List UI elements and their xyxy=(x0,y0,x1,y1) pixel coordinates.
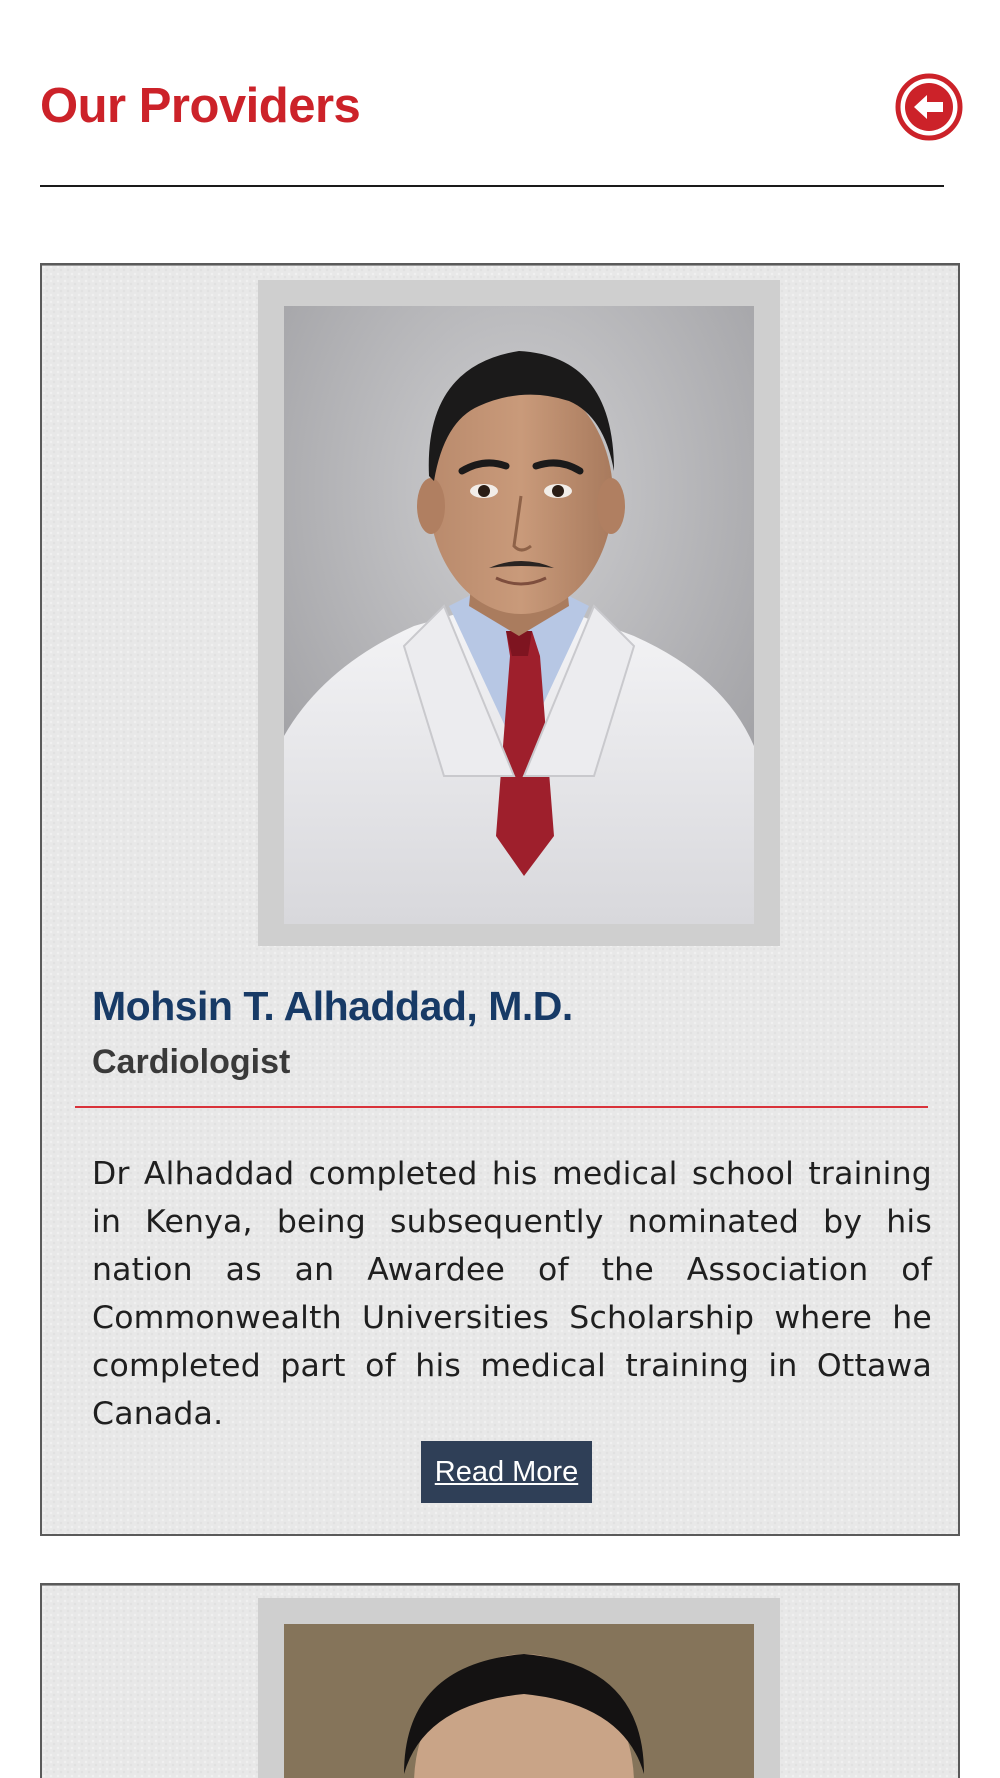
card-divider xyxy=(75,1106,928,1108)
doctor-portrait-image xyxy=(284,306,754,924)
provider-photo xyxy=(284,1624,754,1778)
page-title: Our Providers xyxy=(40,79,361,133)
provider-photo-frame xyxy=(258,1598,780,1778)
header-divider xyxy=(40,185,944,187)
provider-bio: Dr Alhaddad completed his medical school training in Kenya, being subsequently nominated by his nation as an Awardee of the Association of Commonwealth Universities Scholarship where he completed part of his medical training in Ottawa Canada. xyxy=(92,1156,932,1432)
doctor-portrait-image xyxy=(284,1624,754,1778)
page-header xyxy=(40,72,960,152)
circle-arrow-left-icon xyxy=(894,72,964,142)
read-more-button[interactable]: Read More xyxy=(421,1441,592,1503)
provider-specialty: Cardiologist xyxy=(92,1043,291,1081)
back-button[interactable] xyxy=(894,72,964,142)
provider-photo xyxy=(284,306,754,924)
provider-card xyxy=(40,263,960,1536)
provider-name: Mohsin T. Alhaddad, M.D. xyxy=(92,983,573,1029)
provider-photo-frame xyxy=(258,280,780,946)
provider-card xyxy=(40,1583,960,1778)
